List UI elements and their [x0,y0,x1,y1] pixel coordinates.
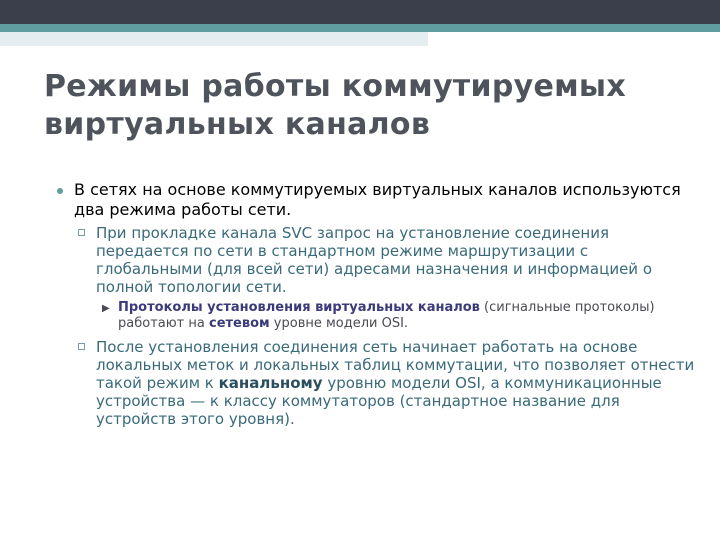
bullet-level3 [56,300,696,332]
triangle-bullet-icon: ▶ [102,303,110,314]
header-bar-teal [0,24,720,32]
bullet-level2-text-a: После установления соединения сеть начинает работать на основе локальных меток и локальных таблиц коммутации, что позволяет отнести такой режим к [96,338,695,392]
slide-content [56,180,696,432]
bullet-level3-text-a: (сигнальные протоколы) работают на [118,300,655,331]
header-bar-dark [0,0,720,24]
bullet-level1-text: В сетях на основе коммутируемых виртуальных каналов используются два режима работы сети. [74,180,681,219]
bullet-level3-text-b: уровне модели OSI. [269,316,409,331]
slide-title: Режимы работы коммутируемых виртуальных каналов [44,69,626,142]
bullet-dot-icon [57,188,63,194]
bullet-level1 [56,180,696,220]
header-bar-light [0,32,428,46]
square-bullet-icon [78,229,85,236]
keyword-network: сетевом [208,316,270,331]
keyword-protocols: Протоколы установления виртуальных каналов [118,300,480,315]
bullet-level2-text-b: уровню модели OSI, а коммуникационные устройства — к классу коммутаторов (стандартное название для устройств этого уровня). [96,374,662,428]
square-bullet-icon [78,343,85,350]
bullet-level2 [56,338,696,428]
keyword-datalink: канальному [218,374,323,392]
bullet-level2-text: При прокладке канала SVC запрос на установление соединения передается по сети в стандартном режиме маршрутизации с глобальными (для всей сети) адресами назначения и информацией о полной топологии сети. [96,224,652,296]
bullet-level2 [56,224,696,296]
